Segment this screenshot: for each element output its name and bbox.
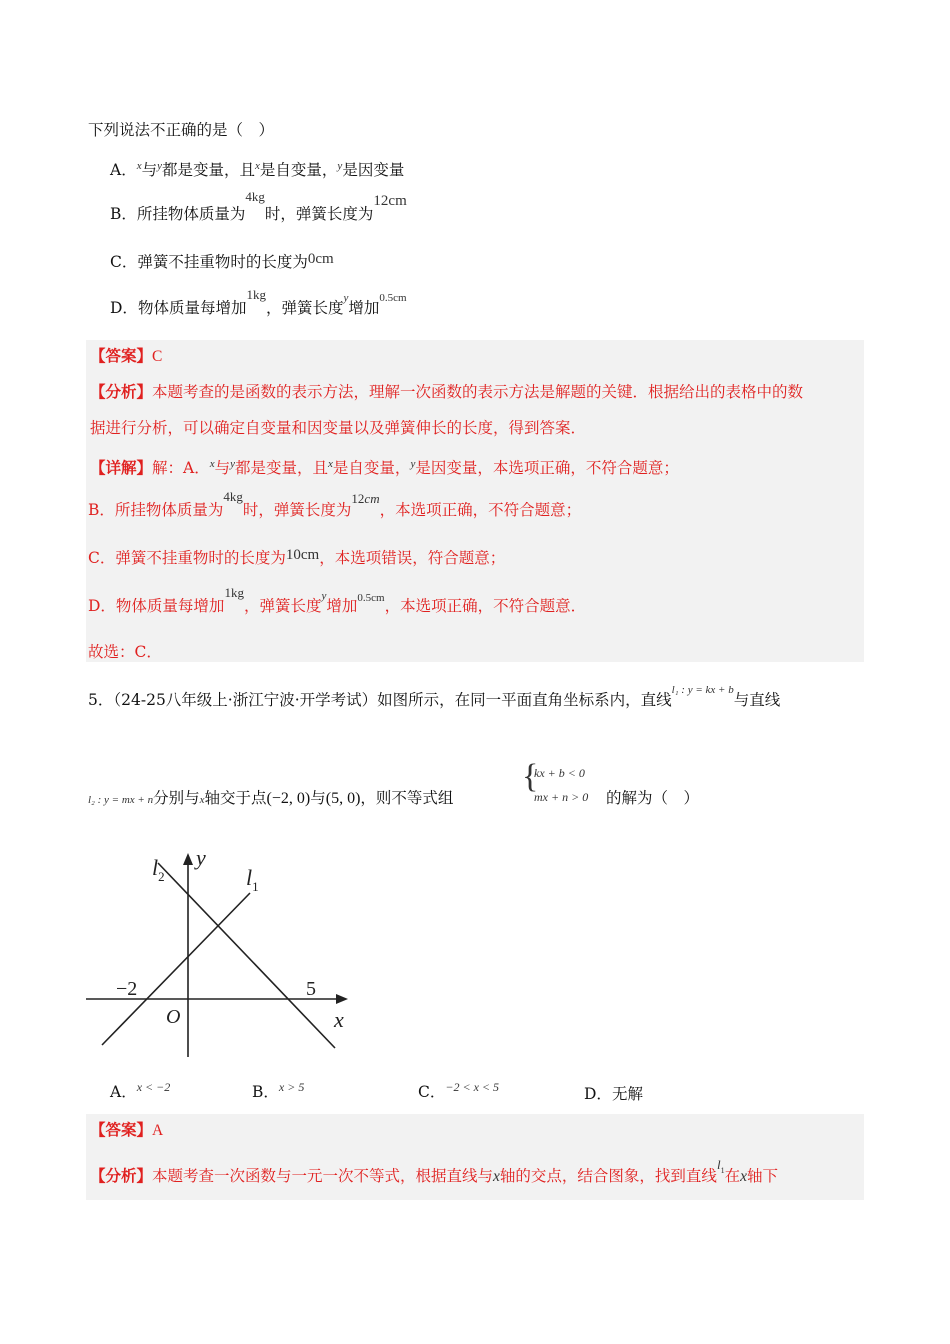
y-axis-label: y xyxy=(196,845,206,870)
option-c: C．弹簧不挂重物时的长度为0cm xyxy=(110,251,334,271)
option-d: D．物体质量每增加$^{1kg}$，弹簧长度$^y$增加$^{0.5cm}$ xyxy=(110,287,407,317)
q5-option-b: B．$^{x > 5}$ xyxy=(252,1080,305,1101)
option-a: A．$^x$与$^y$都是变量，且$^x$是自变量，$^y$是因变量 xyxy=(110,160,405,180)
analysis-line-5: 【分析】本题考查一次函数与一元一次不等式，根据直线与x轴的交点，结合图象，找到直线$^{l1}$在x轴下 xyxy=(90,1157,778,1185)
q5-option-d: D．无解 xyxy=(584,1085,643,1103)
x-axis-label: x xyxy=(334,1007,344,1032)
question-5-line-1: 5．（24-25八年级上·浙江宁波·开学考试）如图所示，在同一平面直角坐标系内，直线$^{l_1 : y = kx + b}$与直线 xyxy=(88,684,781,709)
inequality-2: mx + n > 0 xyxy=(534,790,589,804)
system-brace: { xyxy=(522,758,539,795)
tick-5: 5 xyxy=(306,978,316,1000)
l2-label: $l_2$ xyxy=(152,855,165,884)
detail-line-2: B．所挂物体质量为$^{4kg}$时，弹簧长度为$^{12cm}$，本选项正确，不符合题意； xyxy=(88,489,582,519)
detail-line-4: D．物体质量每增加$^{1kg}$，弹簧长度$^y$增加$^{0.5cm}$，本选项正确，不符合题意． xyxy=(88,585,587,615)
detail-line-5: 故选：C． xyxy=(88,643,162,661)
inequality-1: kx + b < 0 xyxy=(534,766,585,780)
detail-line-1: 【详解】解：A．$^x$与$^y$都是变量，且$^x$是自变量，$^y$是因变量，本选项正确，不符合题意； xyxy=(90,458,679,478)
function-graph xyxy=(80,845,370,1060)
question-5-line-2: l₂ : y = mx + n分别与x轴交于点(−2, 0)与(5, 0)，则不等式组 xyxy=(88,789,454,807)
tick-neg2: −2 xyxy=(116,978,138,1000)
l1-label: $l_1$ xyxy=(246,865,259,894)
analysis-line-2: 据进行分析，可以确定自变量和因变量以及弹簧伸长的长度，得到答案． xyxy=(90,419,587,437)
y-axis-arrow xyxy=(183,853,193,865)
answer-line: 【答案】C xyxy=(90,346,163,365)
detail-line-3: C．弹簧不挂重物时的长度为10cm，本选项错误，符合题意； xyxy=(88,547,506,567)
question-stem: 下列说法不正确的是（ ） xyxy=(88,121,275,139)
question-5-line-2-end: 的解为（ ） xyxy=(606,789,700,807)
option-b: B．所挂物体质量为$^{4kg}$时，弹簧长度为12cm xyxy=(110,189,407,223)
origin-label: O xyxy=(166,1006,181,1028)
analysis-line-1: 【分析】本题考查的是函数的表示方法，理解一次函数的表示方法是解题的关键．根据给出的表格中的数 xyxy=(90,382,804,401)
q5-option-c: C．$^{-2 < x < 5}$ xyxy=(418,1080,499,1101)
q5-option-a: A．$^{x < -2}$ xyxy=(110,1080,171,1101)
x-axis-arrow xyxy=(336,994,348,1004)
answer-line-5: 【答案】A xyxy=(90,1120,164,1139)
line-l2 xyxy=(158,863,335,1048)
